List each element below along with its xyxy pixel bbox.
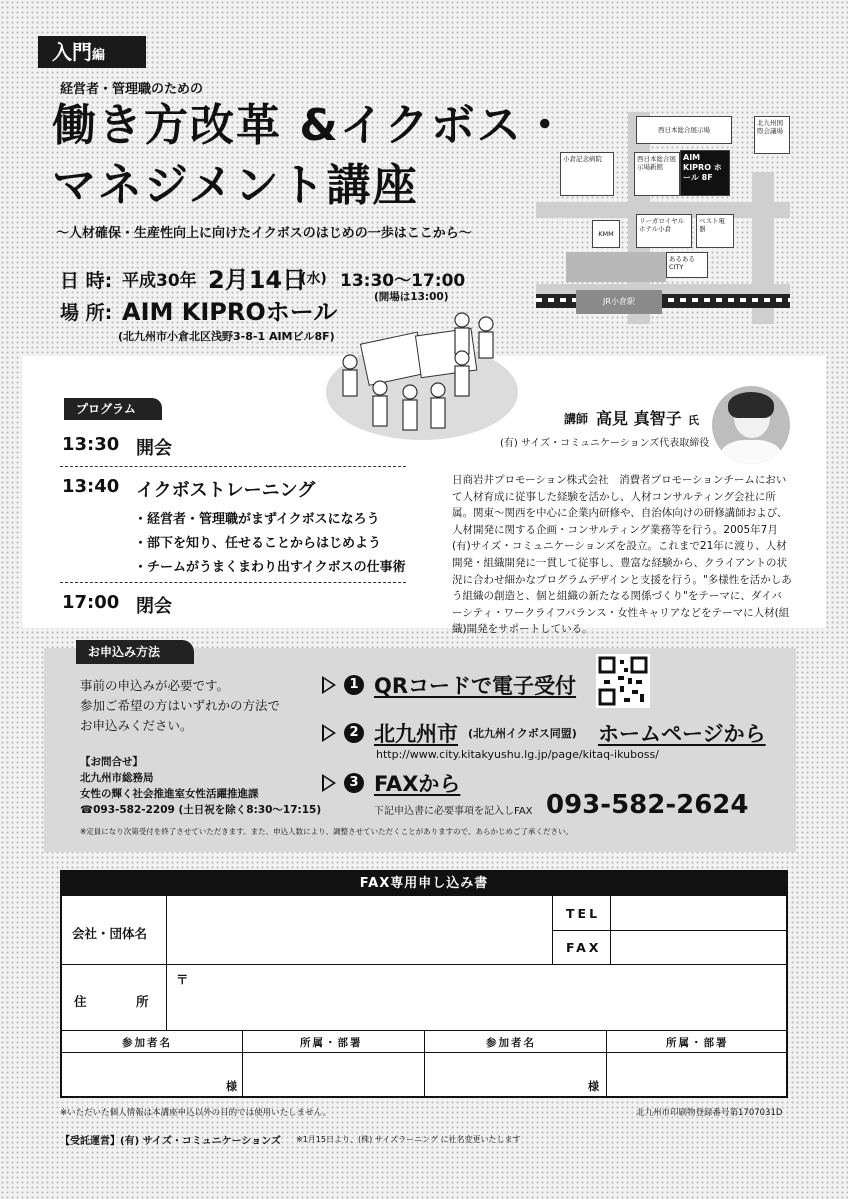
- participant-field[interactable]: [62, 1052, 242, 1096]
- map-building: 北九州国際会議場: [754, 116, 790, 154]
- program-time: 17:00: [62, 592, 120, 613]
- address-label: 所: [136, 994, 149, 1009]
- apply-tag: お申込み方法: [76, 640, 194, 664]
- apply-intro: 参加ご希望の方はいずれかの方法で: [80, 698, 281, 713]
- station-label: JR小倉駅: [576, 290, 662, 314]
- company-field[interactable]: [166, 896, 552, 964]
- step-number: 1: [344, 675, 364, 695]
- participant-header: 参加者名: [486, 1037, 536, 1049]
- map-building: 西日本総合展示場新館: [634, 152, 680, 196]
- lecturer-name: 高見 真智子: [596, 409, 682, 428]
- homepage-link[interactable]: ホームページから: [598, 722, 766, 746]
- lecturer-photo: [712, 386, 790, 464]
- address: (北九州市小倉北区浅野3-8-1 AIMビル8F): [118, 330, 335, 343]
- contact-heading: 【お問合せ】: [80, 756, 143, 768]
- sama-label: 様: [588, 1080, 599, 1093]
- event-time: 13:30〜17:00: [340, 271, 466, 291]
- fax-form-title: FAX専用申し込み書: [62, 872, 786, 896]
- address-label: 住: [74, 994, 87, 1009]
- apply-intro: お申込みください。: [80, 718, 193, 733]
- fax-field[interactable]: [610, 930, 786, 964]
- dept-field[interactable]: [606, 1052, 786, 1096]
- map-building: KMM: [592, 220, 620, 248]
- privacy-note: ※いただいた個人情報は本講座申込以外の目的では使用いたしません。: [60, 1108, 332, 1118]
- postal-mark: 〒: [176, 972, 189, 987]
- map-building: 小倉記念病院: [560, 152, 614, 196]
- sama-label: 様: [226, 1080, 237, 1093]
- program-title: 開会: [136, 438, 172, 459]
- lecturer-bio: 日商岩井プロモーション株式会社 消費者プロモーションチームにおいて人材育成に従事した経験を活かし、人材コンサルティング会社に所属。関東〜関西を中心に企業内研修や、自治体向けの研修講師および、人材開発に関する企画・コンサルティング業務等を行う。2005年7月(有)サイズ・コミュニケーションズを設立。これまで21年に渡り、人材開発・組織開発に一貫して従事し、豊富な経験から、クライアントの状況に合わせ細かなプログラムデザインと支援を行う。"多様性を活かしあう組織の創造と、個と組織の新たなる関係づくり"をテーマに、ダイバーシティ・ワークライフバランス・女性キャリアなどをテーマに人材(組織)開発をサポートしている。: [452, 474, 792, 636]
- date-label: 日 時:: [60, 270, 113, 292]
- program-bullet: ・部下を知り、任せることからはじめよう: [134, 536, 382, 551]
- fax-instruction: 下記申込書に必要事項を記入しFAX: [374, 806, 533, 817]
- training-illustration: [322, 302, 522, 442]
- map-venue: AIM KIPRO ホール 8F: [680, 150, 730, 196]
- for-whom: 経営者・管理職のための: [60, 82, 204, 97]
- lecturer-role: 講師: [564, 412, 589, 426]
- print-number: 北九州市印刷物登録番号第1707031D: [636, 1108, 783, 1118]
- fax-number: 093-582-2624: [546, 790, 749, 820]
- homepage-link-city[interactable]: 北九州市: [374, 722, 458, 746]
- program-title: イクボストレーニング: [136, 480, 316, 501]
- fax-link[interactable]: FAXから: [374, 772, 461, 796]
- step-number: 3: [344, 773, 364, 793]
- map-building: ベスト電器: [696, 214, 734, 248]
- dept-header: 所属・部署: [300, 1037, 363, 1049]
- fax-application-form: [60, 870, 788, 1098]
- homepage-url[interactable]: http://www.city.kitakyushu.lg.jp/page/kitaq-ikuboss/: [376, 748, 659, 761]
- arrow-icon: [322, 676, 336, 694]
- dept-header: 所属・部署: [666, 1037, 729, 1049]
- page-title-line2: マネジメント講座: [52, 160, 419, 211]
- program-time: 13:30: [62, 434, 120, 455]
- page-title-line1: 働き方改革 &イクボス・: [52, 100, 569, 151]
- qr-link[interactable]: QRコードで電子受付: [374, 674, 577, 698]
- date-weekday: (水): [300, 271, 327, 287]
- date-year: 平成30年: [122, 271, 197, 291]
- qr-code-icon: [596, 654, 650, 708]
- arrow-icon: [322, 774, 336, 792]
- arrow-icon: [322, 724, 336, 742]
- open-note: (開場は13:00): [374, 291, 449, 303]
- contact-line: 女性の輝く社会推進室女性活躍推進課: [80, 788, 259, 800]
- divider: [60, 582, 406, 583]
- tagline: 〜人材確保・生産性向上に向けたイクボスのはじめの一歩はここから〜: [56, 226, 472, 241]
- date-month-day: 2月14日: [208, 266, 307, 294]
- program-bullet: ・チームがうまくまわり出すイクボスの仕事術: [134, 560, 406, 575]
- map-building: リーガロイヤルホテル小倉: [636, 214, 692, 248]
- program-tag: プログラム: [64, 398, 162, 420]
- contact-phone: ☎093-582-2209 (土日祝を除く8:30〜17:15): [80, 804, 322, 816]
- participant-field[interactable]: [424, 1052, 606, 1096]
- homepage-link-note: (北九州イクボス同盟): [468, 727, 577, 740]
- company-label: 会社・団体名: [72, 926, 148, 941]
- dept-field[interactable]: [242, 1052, 424, 1096]
- operator-label: 【受託運営】(有) サイズ・コミュニケーションズ: [60, 1136, 281, 1147]
- program-bullet: ・経営者・管理職がまずイクボスになろう: [134, 512, 380, 527]
- map-building: 西日本総合展示場: [636, 116, 732, 144]
- apply-note: ※定員になり次第受付を終了させていただきます。また、申込人数により、調整させていただくことがありますので、あらかじめご了承ください。: [80, 827, 574, 836]
- access-map: [536, 112, 790, 324]
- tel-field[interactable]: [610, 896, 786, 930]
- place-label: 場 所:: [60, 302, 113, 324]
- step-number: 2: [344, 723, 364, 743]
- program-title: 閉会: [136, 596, 172, 617]
- participant-header: 参加者名: [122, 1037, 172, 1049]
- divider: [60, 466, 406, 467]
- lecturer-company: (有) サイズ・コミュニケーションズ代表取締役: [500, 438, 710, 449]
- contact-line: 北九州市総務局: [80, 772, 154, 784]
- tel-label: TEL: [566, 906, 601, 921]
- apply-intro: 事前の申込みが必要です。: [80, 678, 230, 693]
- level-tag: 入門編: [38, 36, 146, 68]
- program-time: 13:40: [62, 476, 120, 497]
- operator-note: ※1月15日より、(株) サイズラーニング に社名変更いたします: [296, 1135, 521, 1144]
- address-field[interactable]: [166, 964, 786, 1030]
- lecturer-honorific: 氏: [688, 414, 699, 427]
- place-value: AIM KIPROホール: [122, 298, 338, 326]
- fax-label: FAX: [566, 940, 602, 955]
- map-building: あるあるCITY: [666, 252, 708, 278]
